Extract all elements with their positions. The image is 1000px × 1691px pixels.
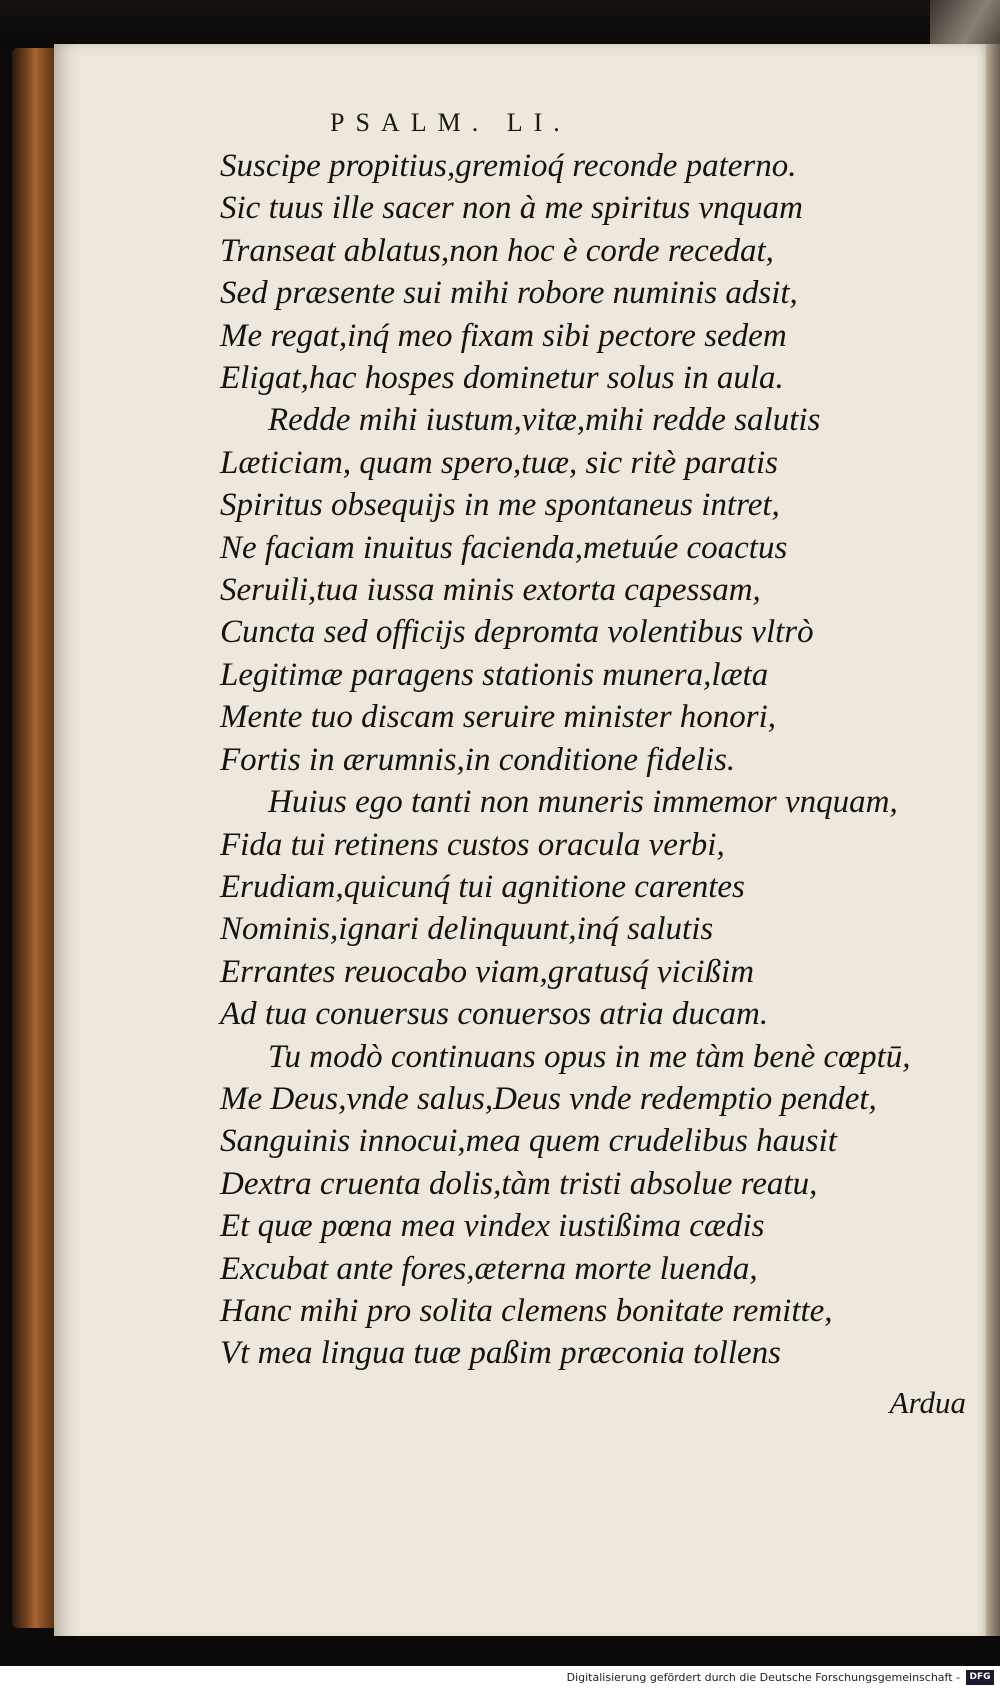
verse-line: Suscipe propitius,gremioq́ reconde paterno. xyxy=(220,148,797,184)
verse-line: Eligat,hac hospes dominetur solus in aula. xyxy=(220,360,784,397)
funding-notice: Digitalisierung gefördert durch die Deutsche Forschungsgemeinschaft - xyxy=(566,1671,960,1684)
verse-list xyxy=(220,145,980,1375)
verse-line: Mente tuo discam seruire minister honori, xyxy=(220,699,777,736)
verse-line: Redde mihi iustum,vitæ,mihi redde salutis xyxy=(268,402,821,439)
verse-line: Hanc mihi pro solita clemens bonitate remitte, xyxy=(220,1292,833,1329)
verse-line: Ad tua conuersus conuersos atria ducam. xyxy=(220,996,769,1033)
verse-line: Me regat,inq́ meo fixam sibi pectore sedem xyxy=(220,317,787,354)
dfg-logo: DFG xyxy=(966,1670,994,1685)
verse-line: Sic tuus ille sacer non à me spiritus vnquam xyxy=(220,190,803,227)
page-edge xyxy=(986,44,1000,1644)
catchword: Ardua xyxy=(889,1385,966,1420)
verse-line: Spiritus obsequijs in me spontaneus intret, xyxy=(220,487,780,524)
verse-line: Sanguinis innocui,mea quem crudelibus hausit xyxy=(220,1123,837,1160)
verse-line: Læticiam, quam spero,tuæ, sic ritè paratis xyxy=(220,444,778,481)
verse-line: Fida tui retinens custos oracula verbi, xyxy=(220,826,725,863)
scan-top-border xyxy=(0,0,1000,48)
verse-line: Tu modò continuans opus in me tàm benè cœptū, xyxy=(268,1038,911,1075)
book-corner xyxy=(930,0,1000,46)
verse-line: Ne faciam inuitus facienda,metuúe coactus xyxy=(220,529,788,566)
verse-line: Et quæ pœna mea vindex iustißima cædis xyxy=(220,1208,765,1245)
verse-line: Me Deus,vnde salus,Deus vnde redemptio pendet, xyxy=(220,1080,877,1117)
verse-line: Cuncta sed officijs depromta volentibus vltrò xyxy=(220,614,814,651)
verse-line: Vt mea lingua tuæ paßim præconia tollens xyxy=(220,1335,781,1372)
verse-line: Huius ego tanti non muneris immemor vnquam, xyxy=(268,784,898,821)
verse-line: Fortis in ærumnis,in conditione fidelis. xyxy=(220,741,736,778)
verse-line: Excubat ante fores,æterna morte luenda, xyxy=(220,1250,758,1287)
running-header: PSALM. LI. xyxy=(330,108,571,137)
verse-line: Nominis,ignari delinquunt,inq́ salutis xyxy=(220,911,714,948)
scan-bottom-border xyxy=(0,1636,1000,1666)
verse-line: Seruili,tua iussa minis extorta capessam, xyxy=(220,572,761,609)
footer-bar xyxy=(0,1666,1000,1691)
verse-line: Sed præsente sui mihi robore numinis adsit, xyxy=(220,275,798,312)
verse-line: Erudiam,quicunq́ tui agnitione carentes xyxy=(220,868,745,905)
verse-line: Errantes reuocabo viam,gratusq́ vicißim xyxy=(220,953,755,990)
verse-line: Dextra cruenta dolis,tàm tristi absolue reatu, xyxy=(220,1165,818,1202)
verse-line: Legitimæ paragens stationis munera,læta xyxy=(220,656,769,693)
verse-line: Transeat ablatus,non hoc è corde recedat, xyxy=(220,232,774,269)
